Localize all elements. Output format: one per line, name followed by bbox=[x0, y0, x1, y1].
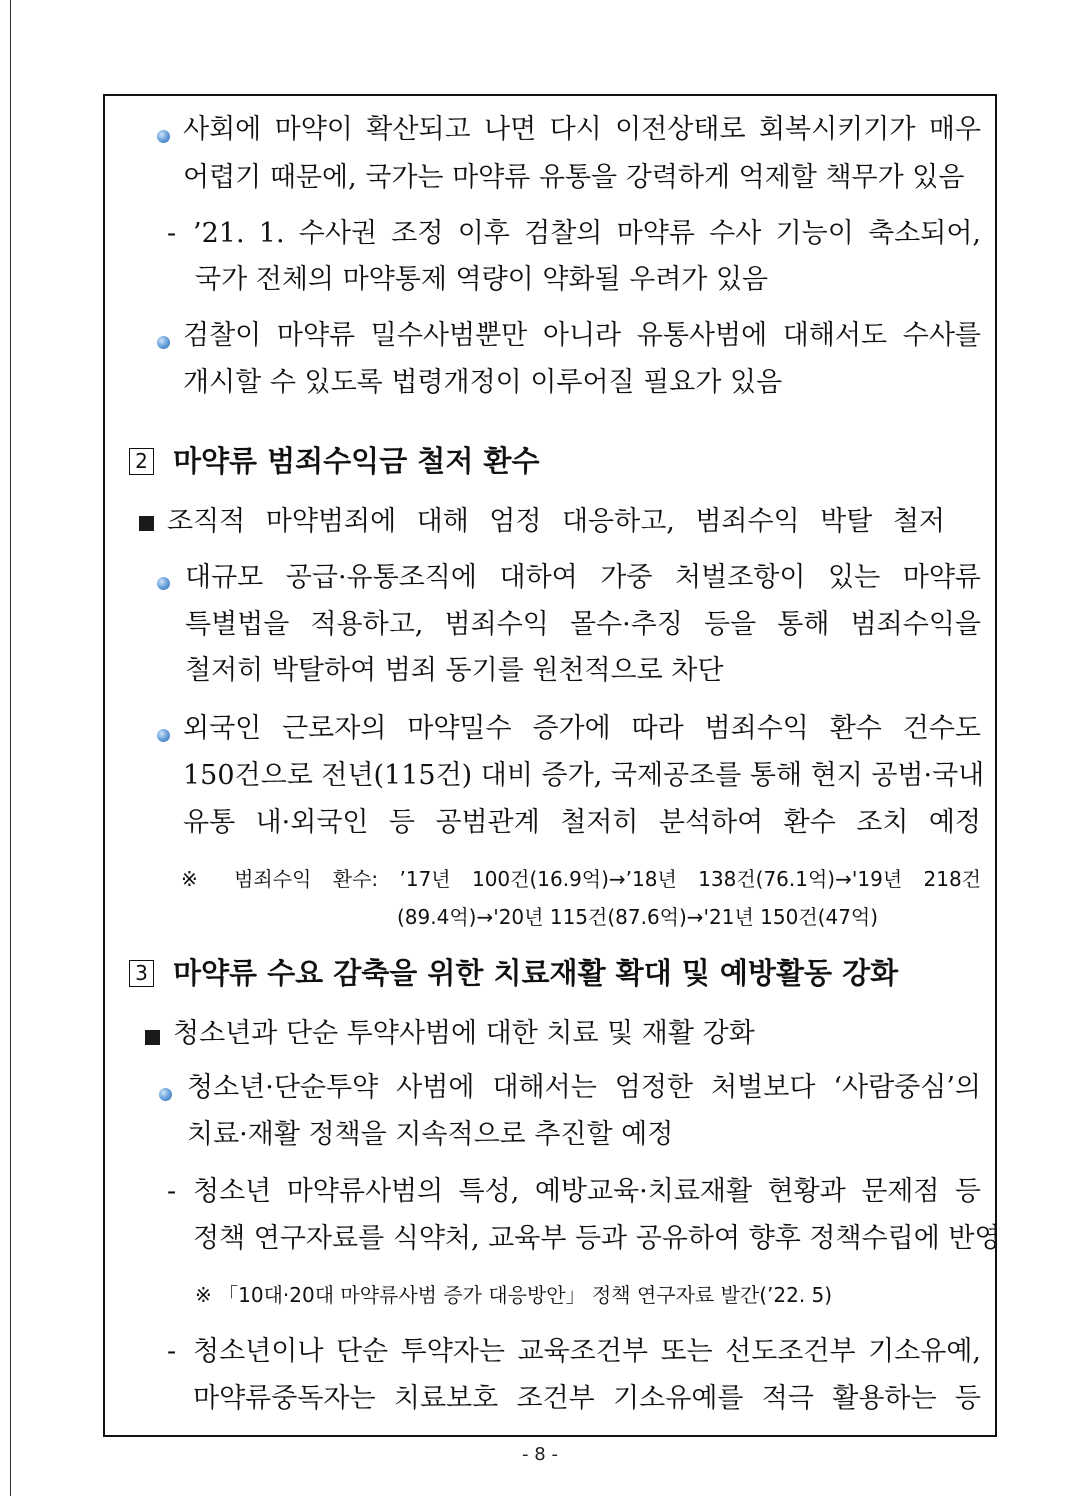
section-number-box: 2 bbox=[129, 448, 154, 475]
page-number: - 8 - bbox=[522, 1444, 558, 1465]
square-bullet-text: 청소년과 단순 투약사범에 대한 치료 및 재활 강화 bbox=[173, 1018, 755, 1049]
bullet-circle-icon bbox=[159, 1088, 172, 1101]
footnote-line: ※ 범죄수익 환수: ’17년 100건(16.9억)→’18년 138건(76.1억)→'19년 218건 bbox=[181, 867, 981, 891]
bullet-circle-icon bbox=[157, 577, 170, 590]
bullet-text-line: 특별법을 적용하고, 범죄수익 몰수·추징 등을 통해 범죄수익을 bbox=[185, 609, 981, 640]
dash-text-line: 마약류중독자는 치료보호 조건부 기소유예를 적극 활용하는 등 bbox=[193, 1383, 981, 1414]
bullet-circle-icon bbox=[157, 336, 170, 349]
bullet-text-line: 개시할 수 있도록 법령개정이 이루어질 필요가 있음 bbox=[183, 367, 783, 398]
square-bullet-text: 조직적 마약범죄에 대해 엄정 대응하고, 범죄수익 박탈 철저 bbox=[167, 506, 945, 537]
bullet-text-line: 어렵기 때문에, 국가는 마약류 유통을 강력하게 억제할 책무가 있음 bbox=[183, 162, 965, 193]
dash-marker: - bbox=[167, 218, 177, 249]
bullet-text-line: 150건으로 전년(115건) 대비 증가, 국제공조를 통해 현지 공범·국내 bbox=[183, 760, 985, 791]
left-margin-rule bbox=[10, 0, 11, 1496]
content-frame bbox=[103, 94, 1001, 1437]
footnote-line: ※ 「10대·20대 마약류사범 증가 대응방안」 정책 연구자료 발간(’22. 5) bbox=[195, 1283, 833, 1307]
dash-text-line: 국가 전체의 마약통제 역량이 약화될 우려가 있음 bbox=[195, 264, 769, 295]
dash-marker: - bbox=[167, 1176, 177, 1207]
footnote-line: (89.4억)→'20년 115건(87.6억)→'21년 150건(47억) bbox=[397, 905, 879, 929]
section-number-box: 3 bbox=[129, 960, 154, 987]
section-heading: 마약류 수요 감축을 위한 치료재활 확대 및 예방활동 강화 bbox=[173, 956, 899, 990]
dash-text-line: 청소년이나 단순 투약자는 교육조건부 또는 선도조건부 기소유예, bbox=[193, 1336, 981, 1367]
bullet-text-line: 철저히 박탈하여 범죄 동기를 원천적으로 차단 bbox=[185, 655, 724, 686]
dash-marker: - bbox=[167, 1336, 177, 1367]
dash-text-line: 정책 연구자료를 식약처, 교육부 등과 공유하여 향후 정책수립에 반영 bbox=[193, 1223, 1001, 1254]
bullet-text-line: 외국인 근로자의 마약밀수 증가에 따라 범죄수익 환수 건수도 bbox=[183, 713, 981, 744]
bullet-text-line: 사회에 마약이 확산되고 나면 다시 이전상태로 회복시키기가 매우 bbox=[183, 114, 981, 145]
dash-text-line: 청소년 마약류사범의 특성, 예방교육·치료재활 현황과 문제점 등 bbox=[193, 1176, 981, 1207]
bullet-circle-icon bbox=[157, 729, 170, 742]
bullet-text-line: 검찰이 마약류 밀수사범뿐만 아니라 유통사범에 대해서도 수사를 bbox=[183, 320, 981, 351]
section-heading: 마약류 범죄수익금 철저 환수 bbox=[173, 444, 540, 478]
bullet-text-line: 청소년·단순투약 사범에 대해서는 엄정한 처벌보다 ‘사람중심’의 bbox=[187, 1072, 981, 1103]
bullet-text-line: 치료·재활 정책을 지속적으로 추진할 예정 bbox=[187, 1119, 674, 1150]
bullet-text-line: 대규모 공급·유통조직에 대하여 가중 처벌조항이 있는 마약류 bbox=[185, 562, 981, 593]
bullet-text-line: 유통 내·외국인 등 공범관계 철저히 분석하여 환수 조치 예정 bbox=[183, 807, 981, 838]
bullet-circle-icon bbox=[157, 130, 170, 143]
square-bullet-icon bbox=[139, 516, 154, 531]
square-bullet-icon bbox=[145, 1030, 160, 1045]
dash-text-line: ’21. 1. 수사권 조정 이후 검찰의 마약류 수사 기능이 축소되어, bbox=[193, 218, 981, 249]
